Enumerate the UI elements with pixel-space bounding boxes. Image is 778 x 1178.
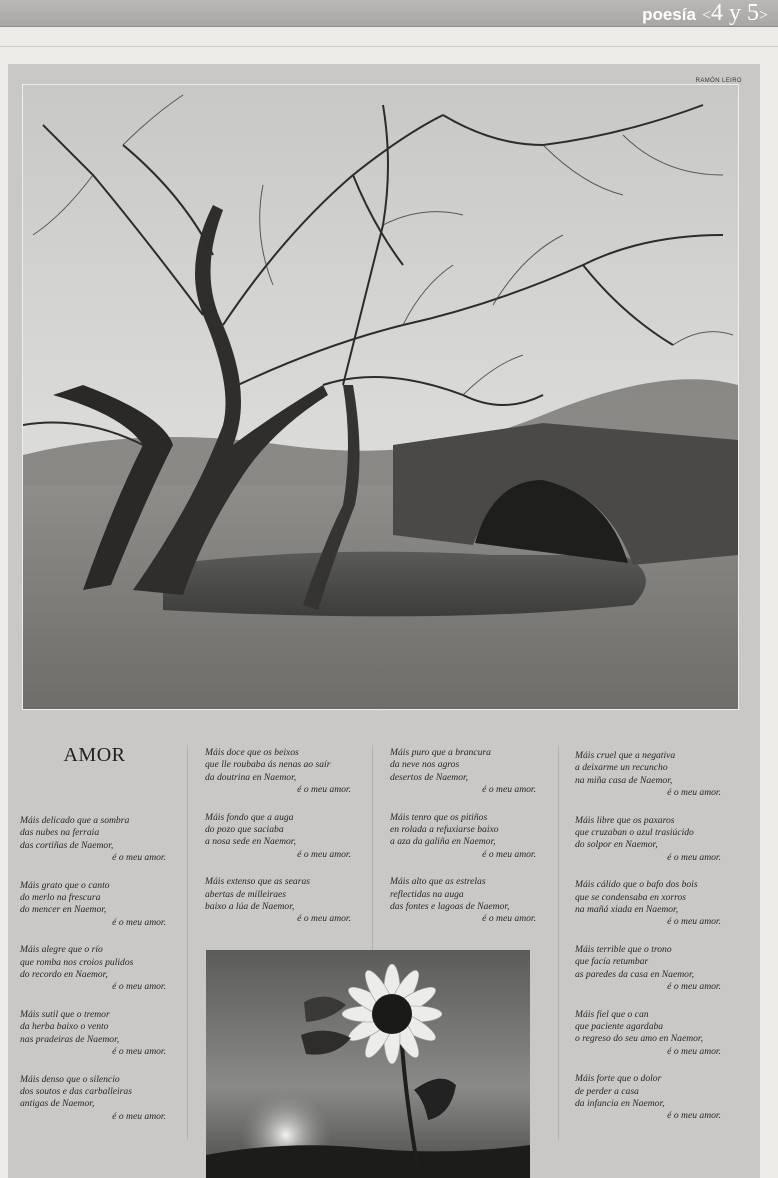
page-range: 4 y 5 — [710, 0, 759, 26]
verse-line: do solpor en Naemor, — [575, 839, 658, 851]
stanza — [205, 747, 365, 797]
stanza — [205, 812, 365, 862]
verse-line: abertas de milleiraes — [205, 888, 287, 900]
verse-line: na mañá xiada en Naemor, — [575, 904, 679, 916]
stanza — [575, 1009, 735, 1059]
page-bracket-right: > — [758, 7, 768, 24]
verse-line: das cortiñas de Naemor, — [20, 839, 114, 851]
verse-line: Máis denso que o silencio — [20, 1073, 120, 1085]
verse-line: que se condensaba en xorros — [575, 891, 687, 903]
refrain-line: é o meu amor. — [482, 913, 536, 925]
stanza — [390, 747, 550, 797]
top-bar — [0, 0, 778, 27]
verse-line: Máis tenro que os pitiños — [390, 811, 488, 823]
refrain-line: é o meu amor. — [667, 851, 721, 863]
poem-column — [20, 815, 180, 1138]
verse-line: nas pradeiras de Naemor, — [20, 1033, 120, 1045]
section-header — [642, 2, 768, 26]
stanza — [20, 1074, 180, 1124]
verse-line: Máis fiel que o can — [575, 1008, 649, 1020]
stanza — [390, 812, 550, 862]
refrain-line: é o meu amor. — [112, 852, 166, 864]
verse-line: reflectidas na auga — [390, 888, 464, 900]
refrain-line: é o meu amor. — [482, 784, 536, 796]
poem-column — [575, 750, 735, 1138]
poem-column — [390, 747, 550, 941]
verse-line: do recordo en Naemor, — [20, 969, 108, 981]
verse-line: que romba nos croios pulidos — [20, 956, 134, 968]
refrain-line: é o meu amor. — [297, 913, 351, 925]
verse-line: que lle roubaba ás nenas ao saír — [205, 759, 331, 771]
verse-line: da doutrina en Naemor, — [205, 771, 297, 783]
verse-line: Máis doce que os beixos — [205, 747, 299, 758]
verse-line: na miña casa de Naemor, — [575, 774, 673, 786]
refrain-line: é o meu amor. — [667, 981, 721, 993]
refrain-line: é o meu amor. — [112, 1046, 166, 1058]
refrain-line: é o meu amor. — [297, 784, 351, 796]
verse-line: Máis terrible que o trono — [575, 943, 672, 955]
page-bracket-left: < — [701, 7, 711, 24]
verse-line: Máis forte que o dolor — [575, 1073, 662, 1085]
stanza — [575, 815, 735, 865]
verse-line: Máis delicado que a sombra — [20, 815, 130, 826]
refrain-line: é o meu amor. — [482, 848, 536, 860]
verse-line: das nubes na ferraia — [20, 827, 100, 839]
verse-line: Máis puro que a brancura — [390, 747, 491, 758]
stanza — [575, 944, 735, 994]
stanza — [20, 815, 180, 865]
stanza — [575, 879, 735, 929]
poem-title: AMOR — [63, 744, 126, 766]
verse-line: da infancia en Naemor, — [575, 1097, 665, 1109]
header-rule — [0, 46, 778, 47]
verse-line: a aza da galiña en Naemor, — [390, 836, 496, 848]
refrain-line: é o meu amor. — [667, 1110, 721, 1122]
verse-line: a deixarme un recuncho — [575, 762, 668, 774]
verse-line: da herba baixo o vento — [20, 1021, 109, 1033]
verse-line: da neve nos agros — [390, 759, 460, 771]
refrain-line: é o meu amor. — [297, 848, 351, 860]
stanza — [20, 880, 180, 930]
refrain-line: é o meu amor. — [667, 1045, 721, 1057]
verse-line: Máis alto que as estrelas — [390, 876, 486, 888]
verse-line: Máis cruel que a negativa — [575, 750, 676, 761]
verse-line: que cruzaban o azul trasiúcido — [575, 827, 694, 839]
column-divider — [187, 745, 188, 1140]
poem-column — [205, 747, 365, 941]
verse-line: en rolada a refuxiarse baixo — [390, 824, 499, 836]
section-name: poesía — [642, 5, 696, 24]
verse-line: baixo a lúa de Naemor, — [205, 901, 295, 913]
verse-line: Máis fondo que a auga — [205, 811, 294, 823]
verse-line: do pozo que saciaba — [205, 824, 284, 836]
refrain-line: é o meu amor. — [667, 916, 721, 928]
verse-line: dos soutos e das carballeiras — [20, 1085, 132, 1097]
verse-line: de perder a casa — [575, 1085, 639, 1097]
bridge-photo — [22, 84, 739, 710]
verse-line: as paredes da casa en Naemor, — [575, 968, 695, 980]
stanza — [575, 750, 735, 800]
sunflower-photo — [206, 950, 530, 1178]
verse-line: Máis cálido que o bafo dos bois — [575, 879, 698, 891]
verse-line: do mencer en Naemor, — [20, 904, 107, 916]
verse-line: Máis libre que os paxaros — [575, 814, 675, 826]
verse-line: que paciente agardaba — [575, 1020, 664, 1032]
refrain-line: é o meu amor. — [667, 787, 721, 799]
verse-line: antigas de Naemor, — [20, 1098, 95, 1110]
stanza — [205, 876, 365, 926]
verse-line: a nosa sede en Naemor, — [205, 836, 296, 848]
verse-line: Máis grato que o canto — [20, 879, 110, 891]
verse-line: do merlo na frescura — [20, 892, 101, 904]
column-divider — [558, 745, 559, 1140]
stanza — [575, 1073, 735, 1123]
verse-line: o regreso do seu amo en Naemor, — [575, 1033, 703, 1045]
verse-line: que facía retumbar — [575, 956, 649, 968]
refrain-line: é o meu amor. — [112, 981, 166, 993]
verse-line: Máis sutil que o tremor — [20, 1008, 110, 1020]
refrain-line: é o meu amor. — [112, 1110, 166, 1122]
page-numbers — [702, 2, 768, 27]
verse-line: das fontes e lagoas de Naemor, — [390, 901, 510, 913]
stanza — [20, 1009, 180, 1059]
stanza — [390, 876, 550, 926]
refrain-line: é o meu amor. — [112, 916, 166, 928]
photo-credit: RAMÓN LEIRO — [695, 78, 742, 84]
verse-line: Máis extenso que as searas — [205, 876, 310, 888]
stanza — [20, 944, 180, 994]
verse-line: desertos de Naemor, — [390, 771, 469, 783]
verse-line: Máis alegre que o río — [20, 944, 103, 956]
